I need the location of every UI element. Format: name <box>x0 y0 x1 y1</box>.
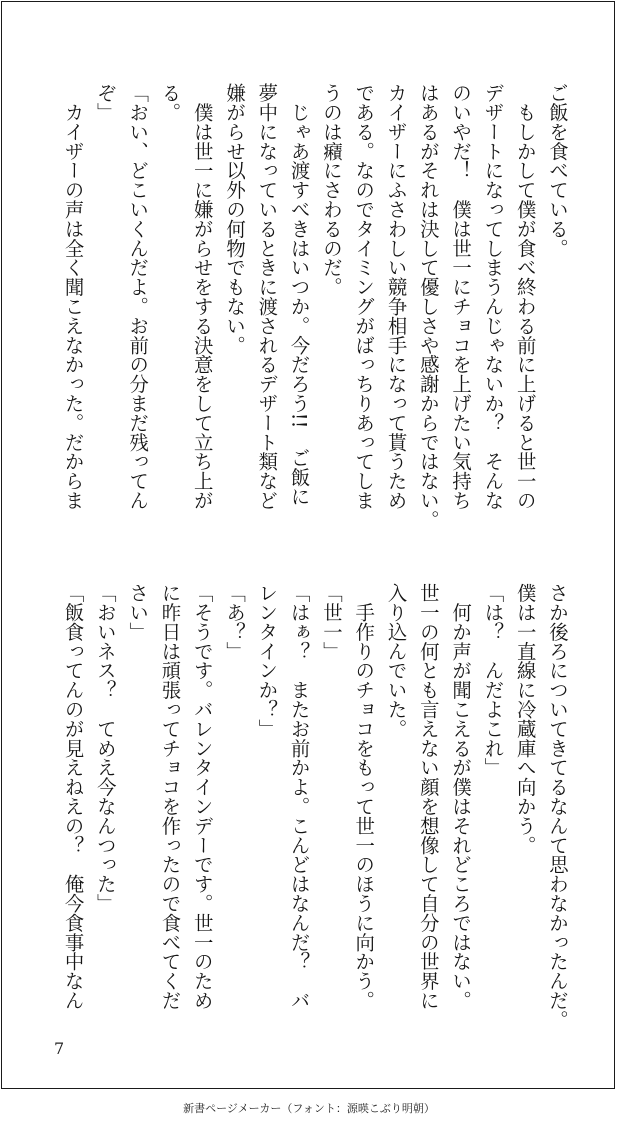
lower-text-block <box>56 583 573 1030</box>
text-line: 入り込んでいた。 <box>384 583 408 739</box>
text-line: 夢中になっているときに渡されるデザート類など <box>255 83 279 510</box>
text-line: 「世一」 <box>319 583 343 661</box>
text-line: ぞ」 <box>93 83 117 122</box>
text-line: さか後ろについてきてるなんて思わなかったんだ。 <box>546 583 569 1030</box>
page-number: 7 <box>54 1039 65 1058</box>
text-line: じゃあ渡すべきはいつか。今だろう!! ご飯に <box>287 83 311 506</box>
text-line: に昨日は頑張ってチョコを作ったので食べてくだ <box>158 583 182 1010</box>
text-line: うのは癪にさわるのだ。 <box>319 83 343 297</box>
text-line: ご飯を食べている。 <box>546 83 569 258</box>
text-line: 「はぁ？ またお前かよ。こんどはなんだ？ バ <box>287 583 311 1010</box>
text-line: 「飯食ってんのが見えねえの？ 俺今食事中なん <box>61 583 85 1010</box>
text-line: カイザーにふさわしい競争相手になって貰うため <box>384 83 408 510</box>
text-line: る。 <box>158 83 182 122</box>
text-line: 「そうです。バレンタインデーです。世一のため <box>190 583 214 1010</box>
text-line: デザートになってしまうんじゃないか？ そんな <box>481 83 505 510</box>
text-line: である。なのでタイミングがばっちりあってしま <box>352 83 376 510</box>
text-line: はあるがそれは決して優しさや感謝からではない。 <box>416 83 440 530</box>
text-line: 「は？ んだよこれ」 <box>481 583 505 777</box>
text-line: 僕は世一に嫌がらせをする決意をして立ち上が <box>190 83 214 510</box>
text-line: 僕は一直線に冷蔵庫へ向かう。 <box>513 583 537 855</box>
text-line: もしかして僕が食べ終わる前に上げると世一の <box>513 83 537 510</box>
upper-text-block <box>56 83 573 530</box>
text-line: さい」 <box>126 583 150 642</box>
text-line: 「あ？」 <box>223 583 247 661</box>
text-line: 何か声が聞こえるが僕はそれどころではない。 <box>449 583 473 1010</box>
text-line: レンタインか？」 <box>255 583 279 739</box>
text-line: のいやだ！ 僕は世一にチョコを上げたい気持ち <box>449 83 473 510</box>
footer-caption: 新書ページメーカー（フォント：源暎こぶり明朝） <box>183 1102 435 1115</box>
text-line: 嫌がらせ以外の何物でもない。 <box>223 83 247 355</box>
text-line: 「おい、どこいくんだよ。お前の分まだ残ってん <box>126 83 150 510</box>
text-line: 「おいネス？ てめえ今なんつった」 <box>93 583 117 913</box>
text-line: カイザーの声は全く聞こえなかった。だからま <box>61 83 85 510</box>
text-line: 手作りのチョコをもって世一のほうに向かう。 <box>352 583 376 1010</box>
text-line: 世一の何とも言えない顔を想像して自分の世界に <box>416 583 440 1010</box>
book-page <box>1 1 615 1089</box>
